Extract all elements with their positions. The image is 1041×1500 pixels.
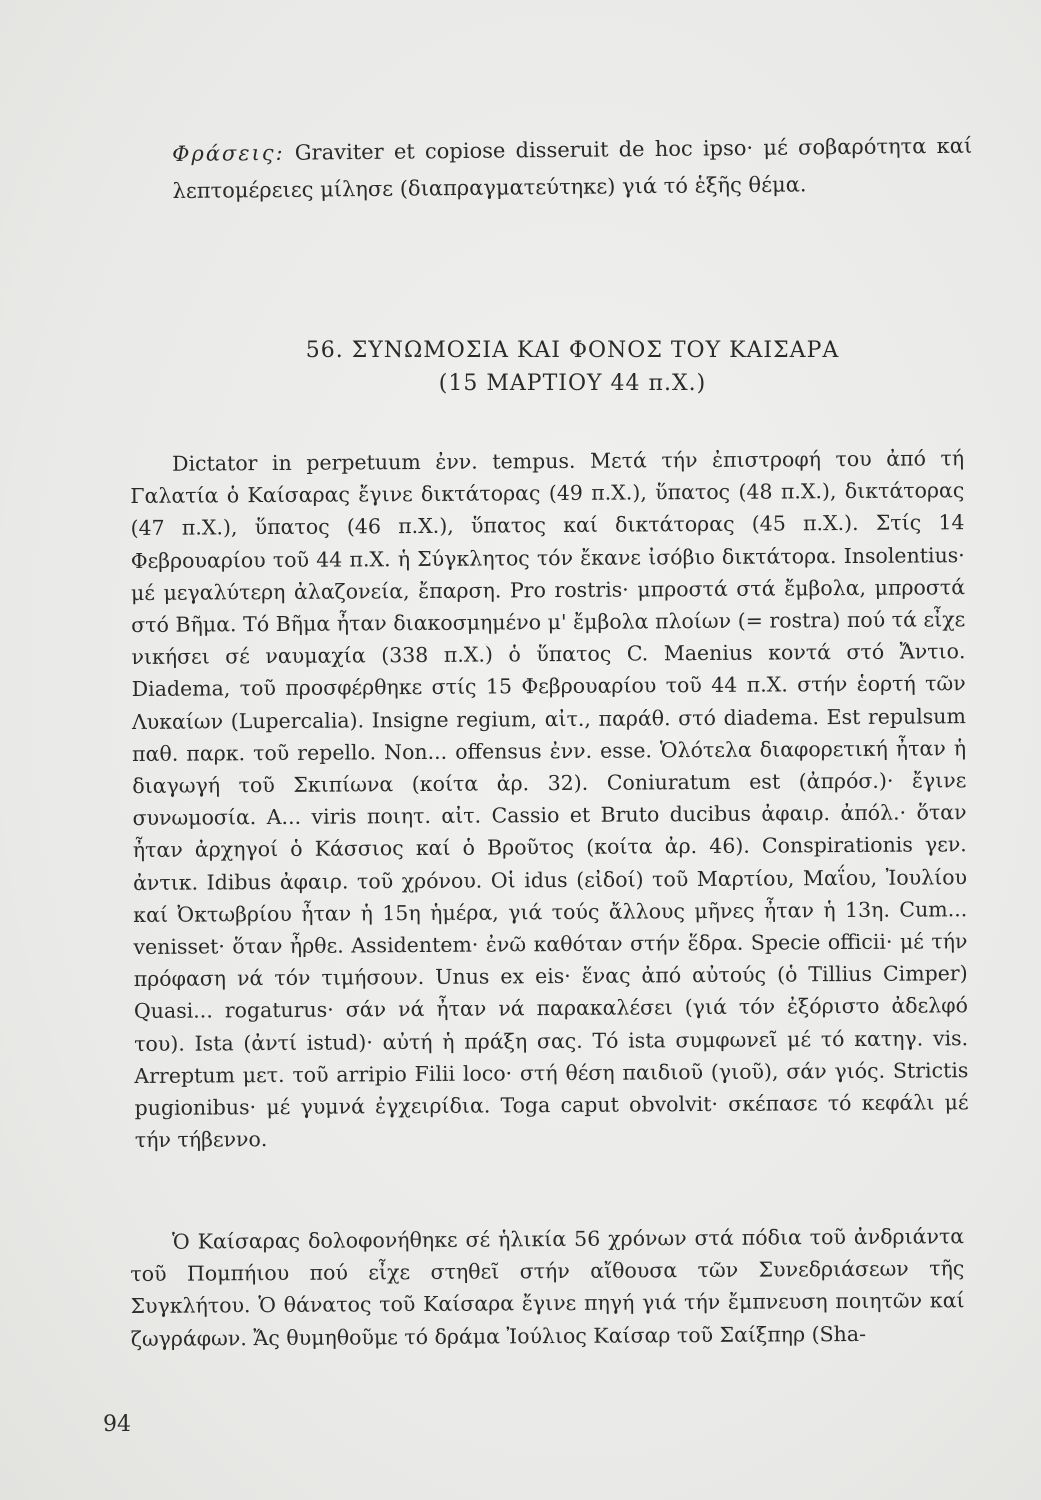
commentary-paragraph: Ὁ Καίσαρας δολοφονήθηκε σέ ἡλικία 56 χρόνων στά πόδια τοῦ ἀνδριάντα τοῦ Πομπήιου πού εἶχε στηθεῖ στήν αἴθουσα τῶν Συνεδριάσεων τῆς Συγκλήτου. Ὁ θάνατος τοῦ Καίσαρα ἔγινε πηγή γιά τήν ἔμπνευση ποιητῶν καί ζωγράφων. Ἄς θυμηθοῦμε τό δράμα Ἰούλιος Καίσαρ τοῦ Σαίξπηρ (Sha-: [130, 1224, 965, 1351]
phrases-label: Φράσεις:: [172, 140, 285, 166]
phrases-text: Graviter et copiose disseruit de hoc ipso· μέ σοβαρότητα καί λεπτομέρειες μίλησε (διαπραγματεύτηκε) γιά τό ἑξῆς θέμα.: [172, 133, 973, 203]
section-title: 56. ΣΥΝΩΜΟΣΙΑ ΚΑΙ ΦΟΝΟΣ ΤΟΥ ΚΑΙΣΑΡΑ: [305, 338, 840, 363]
commentary-paragraph: Dictator in perpetuum ἐνν. tempus. Μετά τήν ἐπιστροφή του ἀπό τή Γαλατία ὁ Καίσαρας ἔγινε δικτάτορας (49 π.Χ.), ὕπατος (48 π.Χ.), δικτάτορας (47 π.Χ.), ὕπατος (46 π.Χ.), ὕπατος καί δικτάτορας (45 π.Χ.). Στίς 14 Φεβρουαρίου τοῦ 44 π.Χ. ἡ Σύγκλητος τόν ἔκανε ἰσόβιο δικτάτορα. Insolentius· μέ μεγαλύτερη ἀλαζονεία, ἔπαρση. Pro rostris· μπροστά στά ἔμβολα, μπροστά στό Βῆμα. Τό Βῆμα ἦταν διακοσμημένο μ' ἔμβολα πλοίων (= rostra) πού τά εἶχε νικήσει σέ ναυμαχία (338 π.Χ.) ὁ ὕπατος C. Maenius κοντά στό Ἄντιο. Diadema, τοῦ προσφέρθηκε στίς 15 Φεβρουαρίου τοῦ 44 π.Χ. στήν ἑορτή τῶν Λυκαίων (Lupercalia). Insigne regium, αἰτ., παράθ. στό diadema. Est repulsum παθ. παρκ. τοῦ repello. Non... offensus ἐνν. esse. Ὁλότελα διαφορετική ἦταν ἡ διαγωγή τοῦ Σκιπίωνα (κοίτα ἀρ. 32). Coniuratum est (ἀπρόσ.)· ἔγινε συνωμοσία. A... viris ποιητ. αἰτ. Cassio et Bruto ducibus ἀφαιρ. ἀπόλ.· ὅταν ἦταν ἀρχηγοί ὁ Κάσσιος καί ὁ Βροῦτος (κοίτα ἀρ. 46). Conspirationis γεν. ἀντικ. Idibus ἀφαιρ. τοῦ χρόνου. Οἱ idus (εἰδοί) τοῦ Μαρτίου, Μαΐου, Ἰουλίου καί Ὀκτωβρίου ἦταν ἡ 15η ἡμέρα, γιά τούς ἄλλους μῆνες ἦταν ἡ 13η. Cum... venisset· ὅταν ἦρθε. Assidentem· ἐνῶ καθόταν στήν ἕδρα. Specie officii· μέ τήν πρόφαση νά τόν τιμήσουν. Unus ex eis· ἕνας ἀπό αὐτούς (ὁ Tillius Cimper) Quasi... rogaturus· σάν νά ἦταν νά παρακαλέσει (γιά τόν ἐξόριστο ἀδελφό του). Ista (ἀντί istud)· αὐτή ἡ πράξη σας. Τό ista συμφωνεῖ μέ τό κατηγ. vis. Arreptum μετ. τοῦ arripio Filii loco· στή θέση παιδιοῦ (γιοῦ), σάν γιός. Strictis pugionibus· μέ γυμνά ἐγχειρίδια. Toga caput obvolvit· σκέπασε τό κεφάλι μέ τήν τήβεννο.: [130, 446, 969, 1153]
section-date: (15 ΜΑΡΤΙΟΥ 44 π.Χ.): [438, 371, 707, 396]
page-number: 94: [103, 1412, 131, 1437]
phrases-note: [172, 128, 973, 210]
